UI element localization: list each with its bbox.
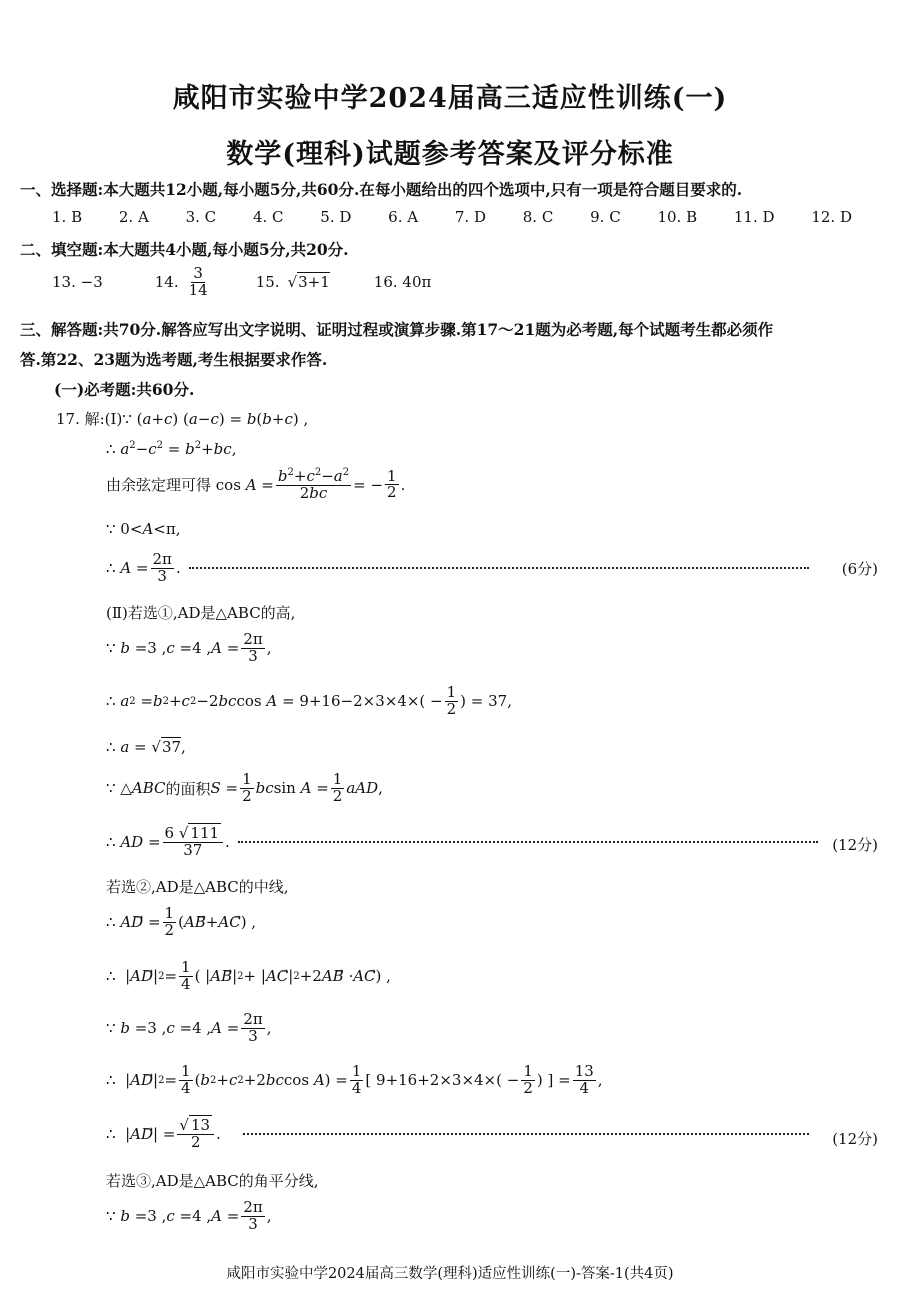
answer-item: 5. D bbox=[320, 208, 352, 226]
answer-item: 9. C bbox=[590, 208, 621, 226]
answer-15-label: 15. bbox=[255, 273, 280, 292]
q17-line2: ∴ $a^2-c^2 = b^2+bc$, bbox=[106, 440, 237, 458]
answer-item: 10. B bbox=[657, 208, 698, 226]
q17-line3: 由余弦定理可得 cos A = $\frac{b^2+c^2-a^2}{2bc}$ = − $\frac{1}{2}$ . bbox=[106, 466, 406, 502]
q17-c1-line2: ∴ a 2 = b 2 + c 2 −2 bc cos A = 9+16−2×3×4×( − $\frac{1}{2}$ ) = 37, bbox=[106, 683, 512, 718]
q17-line5: ∴ A = $\frac{2\pi}{3}$ . bbox=[106, 552, 809, 585]
choice-1-heading: (Ⅱ)若选①,AD是△ABC的高, bbox=[106, 604, 296, 622]
q17-c2-line5: ∴ | AD ⃗| = $\frac{√ 13}{2}$ . bbox=[106, 1118, 809, 1151]
score-12: (12分) bbox=[832, 836, 878, 854]
section3-heading-line1: 三、解答题:共70分.解答应写出文字说明、证明过程或演算步骤.第17～21题为必考题,每个试题考生都必须作 bbox=[20, 320, 774, 339]
section3-heading-line2: 答.第22、23题为选考题,考生根据要求作答. bbox=[20, 350, 328, 369]
q17-c2-line2: ∴ | AD ⃗| 2 = $\frac{1}{4}$ ( | AB ⃗| 2 + | AC ⃗| 2 +2 AB ⃗ · AC ⃗) , bbox=[106, 958, 391, 993]
q17-c1-line5: ∴ AD = $\frac{6 √ 111}{37}$ . bbox=[106, 826, 818, 859]
q17-c2-line3: ∵ b =3 , c =4 , A = $\frac{2\pi}{3}$ , bbox=[106, 1010, 272, 1045]
answer-14-fraction: $\frac{3}{14}$ bbox=[188, 264, 208, 299]
choice-3-heading: 若选③,AD是△ABC的角平分线, bbox=[106, 1172, 319, 1190]
fill-answers bbox=[52, 266, 431, 299]
q17-line4: ∵ 0<A<π, bbox=[106, 520, 181, 538]
answer-15-value: √3+1 bbox=[287, 273, 330, 292]
document-subtitle: 数学(理科)试题参考答案及评分标准 bbox=[226, 139, 674, 170]
answer-item: 12. D bbox=[811, 208, 852, 226]
answer-13: 13. −3 bbox=[52, 273, 103, 292]
score-6: (6分) bbox=[841, 560, 878, 578]
answer-item: 1. B bbox=[52, 208, 83, 226]
choice-answers bbox=[52, 208, 852, 226]
dot-leader bbox=[243, 1133, 809, 1135]
q17-c1-line4: ∵ △ ABC 的面积 S = $\frac{1}{2}$ bc sin A = $\frac{1}{2}$ aAD , bbox=[106, 770, 383, 805]
page-footer: 咸阳市实验中学2024届高三数学(理科)适应性训练(一)-答案-1(共4页) bbox=[226, 1266, 674, 1282]
score-12: (12分) bbox=[832, 1130, 878, 1148]
answer-item: 6. A bbox=[388, 208, 419, 226]
q17-c2-line1: ∴ AD ⃗ = $\frac{1}{2}$ ( AB ⃗+ AC ⃗) , bbox=[106, 904, 257, 939]
answer-item: 4. C bbox=[252, 208, 284, 226]
dot-leader bbox=[238, 841, 818, 843]
answer-item: 11. D bbox=[733, 208, 775, 226]
section1-heading: 一、选择题:本大题共12小题,每小题5分,共60分.在每小题给出的四个选项中,只有一项是符合题目要求的. bbox=[20, 180, 743, 199]
choice-2-heading: 若选②,AD是△ABC的中线, bbox=[106, 878, 289, 896]
q17-c1-line3: ∴ a = √37, bbox=[106, 738, 186, 756]
document-title: 咸阳市实验中学2024届高三适应性训练(一) bbox=[172, 83, 728, 114]
dot-leader bbox=[189, 567, 809, 569]
q17-c2-line4: ∴ | AD ⃗| 2 = $\frac{1}{4}$ ( b 2 + c 2 +2 bc cos A ) = $\frac{1}{4}$ [ 9+16+2×3×4×( − $\frac{1}{2}$ ) ] = $\frac{13}{4}$ , bbox=[106, 1062, 603, 1097]
q17-line1: 17. 解:(Ⅰ)∵ (a+c) (a−c) = b(b+c) , bbox=[56, 410, 309, 428]
answer-item: 7. D bbox=[454, 208, 486, 226]
section2-heading: 二、填空题:本大题共4小题,每小题5分,共20分. bbox=[20, 240, 349, 259]
answer-item: 2. A bbox=[118, 208, 149, 226]
answer-14-label: 14. bbox=[154, 273, 179, 292]
q17-c1-line1: ∵ b =3 , c =4 , A = $\frac{2\pi}{3}$ , bbox=[106, 630, 272, 665]
q17-c3-line1: ∵ b =3 , c =4 , A = $\frac{2\pi}{3}$ , bbox=[106, 1198, 272, 1233]
answer-item: 3. C bbox=[185, 208, 217, 226]
answer-16: 16. 40π bbox=[373, 273, 432, 292]
answer-item: 8. C bbox=[522, 208, 554, 226]
required-subheading: (一)必考题:共60分. bbox=[54, 380, 195, 399]
